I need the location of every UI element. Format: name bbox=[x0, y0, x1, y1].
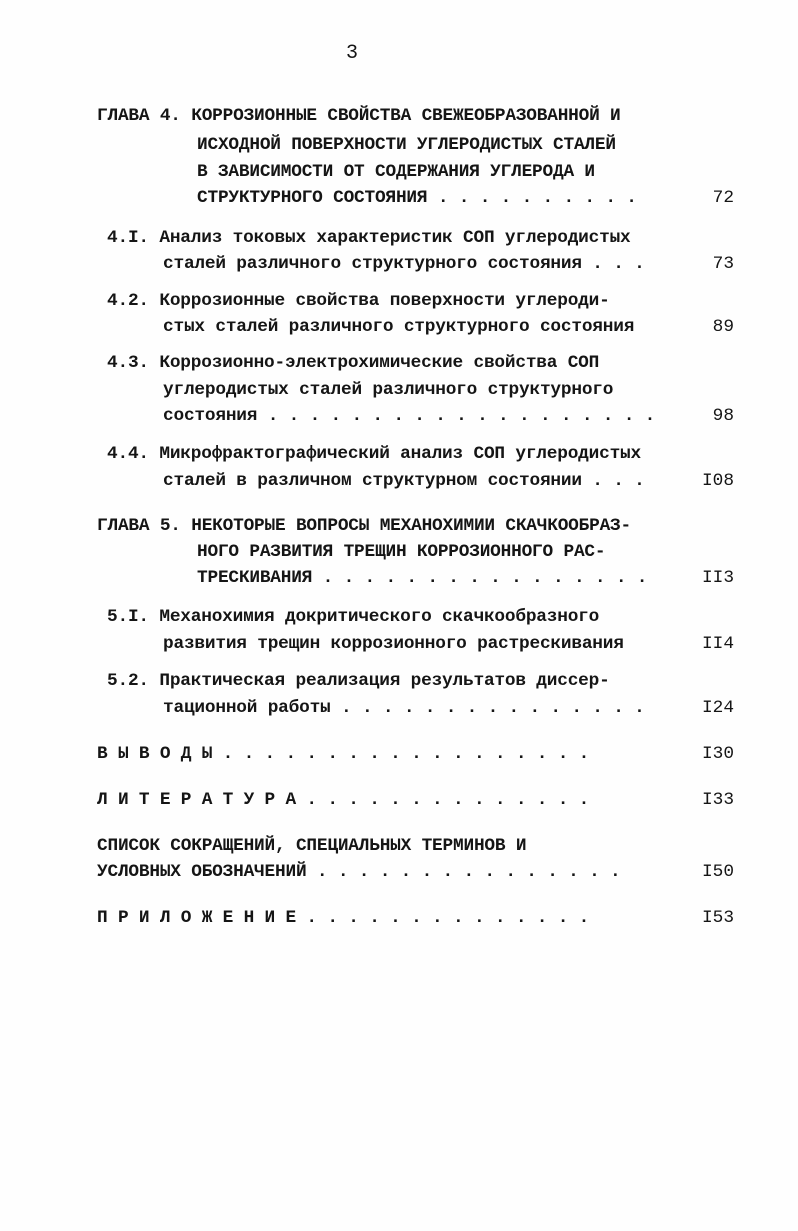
toc-page-number: II3 bbox=[701, 568, 734, 588]
toc-entry-line: углеродистых сталей различного структурного bbox=[163, 380, 614, 400]
toc-entry-line: В Ы В О Д Ы . . . . . . . . . . . . . . . . . . bbox=[97, 744, 590, 764]
toc-entry-line: состояния . . . . . . . . . . . . . . . . . . . bbox=[163, 406, 656, 426]
toc-entry-line: ГЛАВА 4. КОРРОЗИОННЫЕ СВОЙСТВА СВЕЖЕОБРАЗОВАННОЙ И bbox=[97, 106, 621, 126]
toc-page-number: I08 bbox=[701, 471, 734, 491]
toc-page-number: I53 bbox=[701, 908, 734, 928]
toc-entry-line: СПИСОК СОКРАЩЕНИЙ, СПЕЦИАЛЬНЫХ ТЕРМИНОВ И bbox=[97, 836, 527, 856]
toc-entry-line: ИСХОДНОЙ ПОВЕРХНОСТИ УГЛЕРОДИСТЫХ СТАЛЕЙ bbox=[197, 135, 616, 155]
toc-page-number: I50 bbox=[701, 862, 734, 882]
page-number: 3 bbox=[346, 42, 359, 65]
toc-entry-line: 5.I. Механохимия докритического скачкообразного bbox=[107, 607, 600, 627]
toc-page-number: I24 bbox=[701, 698, 734, 718]
toc-entry-line: 5.2. Практическая реализация результатов диссер- bbox=[107, 671, 610, 691]
toc-entry-line: сталей различного структурного состояния . . . bbox=[163, 254, 645, 274]
toc-entry-line: сталей в различном структурном состоянии . . . bbox=[163, 471, 645, 491]
toc-entry-line: 4.4. Микрофрактографический анализ СОП углеродистых bbox=[107, 444, 641, 464]
toc-page-number: 73 bbox=[712, 254, 734, 274]
toc-entry-line: УСЛОВНЫХ ОБОЗНАЧЕНИЙ . . . . . . . . . . . . . . . bbox=[97, 862, 621, 882]
toc-entry-line: СТРУКТУРНОГО СОСТОЯНИЯ . . . . . . . . . . bbox=[197, 188, 637, 208]
toc-entry-line: 4.3. Коррозионно-электрохимические свойства СОП bbox=[107, 353, 600, 373]
toc-entry-line: развития трещин коррозионного растрескивания bbox=[163, 634, 624, 654]
toc-entry-line: 4.2. Коррозионные свойства поверхности углероди- bbox=[107, 291, 610, 311]
toc-page-number: 72 bbox=[712, 188, 734, 208]
toc-entry-line: В ЗАВИСИМОСТИ ОТ СОДЕРЖАНИЯ УГЛЕРОДА И bbox=[197, 162, 595, 182]
toc-entry-line: тационной работы . . . . . . . . . . . . . . . bbox=[163, 698, 645, 718]
toc-entry-line: Л И Т Е Р А Т У Р А . . . . . . . . . . . . . . bbox=[97, 790, 590, 810]
toc-page-number: II4 bbox=[701, 634, 734, 654]
toc-entry-line: стых сталей различного структурного состояния bbox=[163, 317, 635, 337]
toc-page-number: 89 bbox=[712, 317, 734, 337]
toc-page-number: 98 bbox=[712, 406, 734, 426]
toc-entry-line: ТРЕСКИВАНИЯ . . . . . . . . . . . . . . . . bbox=[197, 568, 648, 588]
toc-page-number: I30 bbox=[701, 744, 734, 764]
toc-entry-line: НОГО РАЗВИТИЯ ТРЕЩИН КОРРОЗИОННОГО РАС- bbox=[197, 542, 606, 562]
toc-entry-line: 4.I. Анализ токовых характеристик СОП углеродистых bbox=[107, 228, 631, 248]
toc-page-number: I33 bbox=[701, 790, 734, 810]
toc-entry-line: ГЛАВА 5. НЕКОТОРЫЕ ВОПРОСЫ МЕХАНОХИМИИ СКАЧКООБРАЗ- bbox=[97, 516, 631, 536]
toc-entry-line: П Р И Л О Ж Е Н И Е . . . . . . . . . . . . . . bbox=[97, 908, 590, 928]
